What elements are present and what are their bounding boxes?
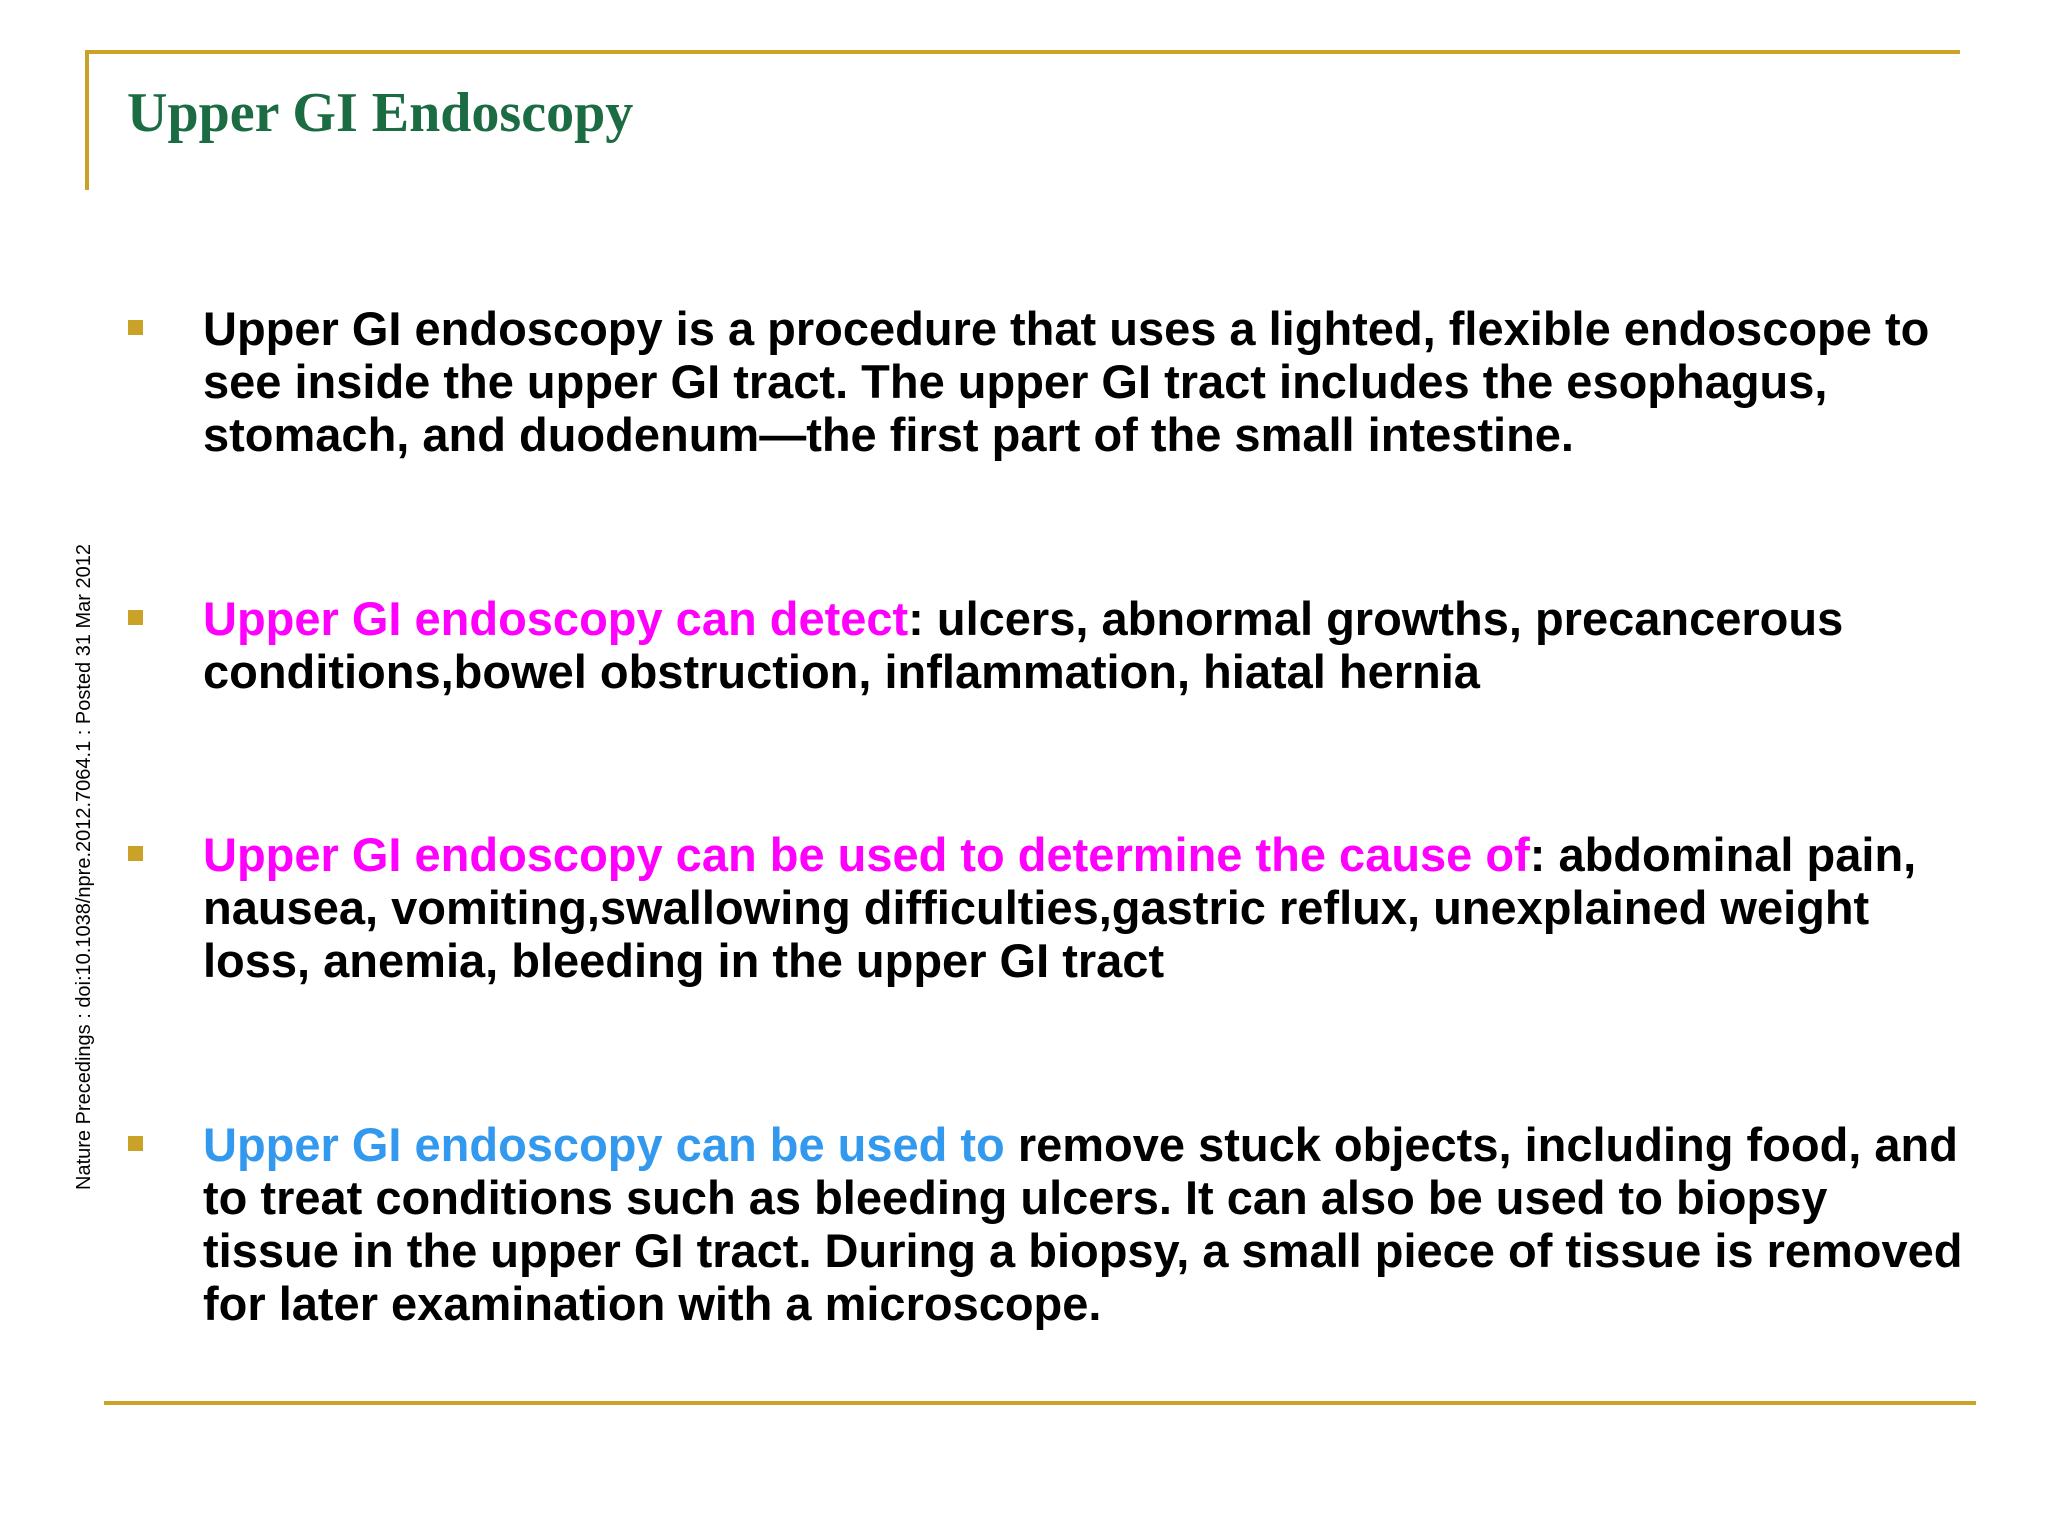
bullet-text <box>203 1118 1963 1330</box>
bullet-highlight: Upper GI endoscopy can detect <box>203 592 909 645</box>
bottom-rule <box>104 1401 1976 1405</box>
bullet-text <box>203 592 1963 698</box>
bullet-square-icon <box>128 846 143 861</box>
slide-title: Upper GI Endoscopy <box>127 82 634 144</box>
bullet-body: : ulcers, abnormal growths, precancerous conditions,bowel obstruction, inflammation, hiatal hernia <box>203 592 1844 698</box>
bullet-highlight: Upper GI endoscopy can be used to determine the cause of <box>203 828 1530 881</box>
bullet-text <box>203 302 1963 461</box>
bullet-body: remove stuck objects, including food, and to treat conditions such as bleeding ulcers. It can also be used to biopsy tissue in the upper GI tract. During a biopsy, a small piece of tissue is removed for later examination with a microscope. <box>203 1118 1963 1330</box>
bullet-body: : abdominal pain, nausea, vomiting,swallowing difficulties,gastric reflux, unexplained weight loss, anemia, bleeding in the upper GI tract <box>203 828 1917 987</box>
bullet-square-icon <box>128 1136 143 1151</box>
side-note: Nature Precedings : doi:10.1038/npre.2012.7064.1 : Posted 31 Mar 2012 <box>73 543 95 1190</box>
bullet-body: Upper GI endoscopy is a procedure that uses a lighted, flexible endoscope to see inside the upper GI tract. The upper GI tract includes the esophagus, stomach, and duodenum—the first part of the small intestine. <box>203 302 1930 461</box>
bullet-highlight: Upper GI endoscopy can be used to <box>203 1118 1005 1171</box>
bullet-text <box>203 828 1963 987</box>
bullet-square-icon <box>128 320 143 335</box>
bullet-square-icon <box>128 610 143 625</box>
